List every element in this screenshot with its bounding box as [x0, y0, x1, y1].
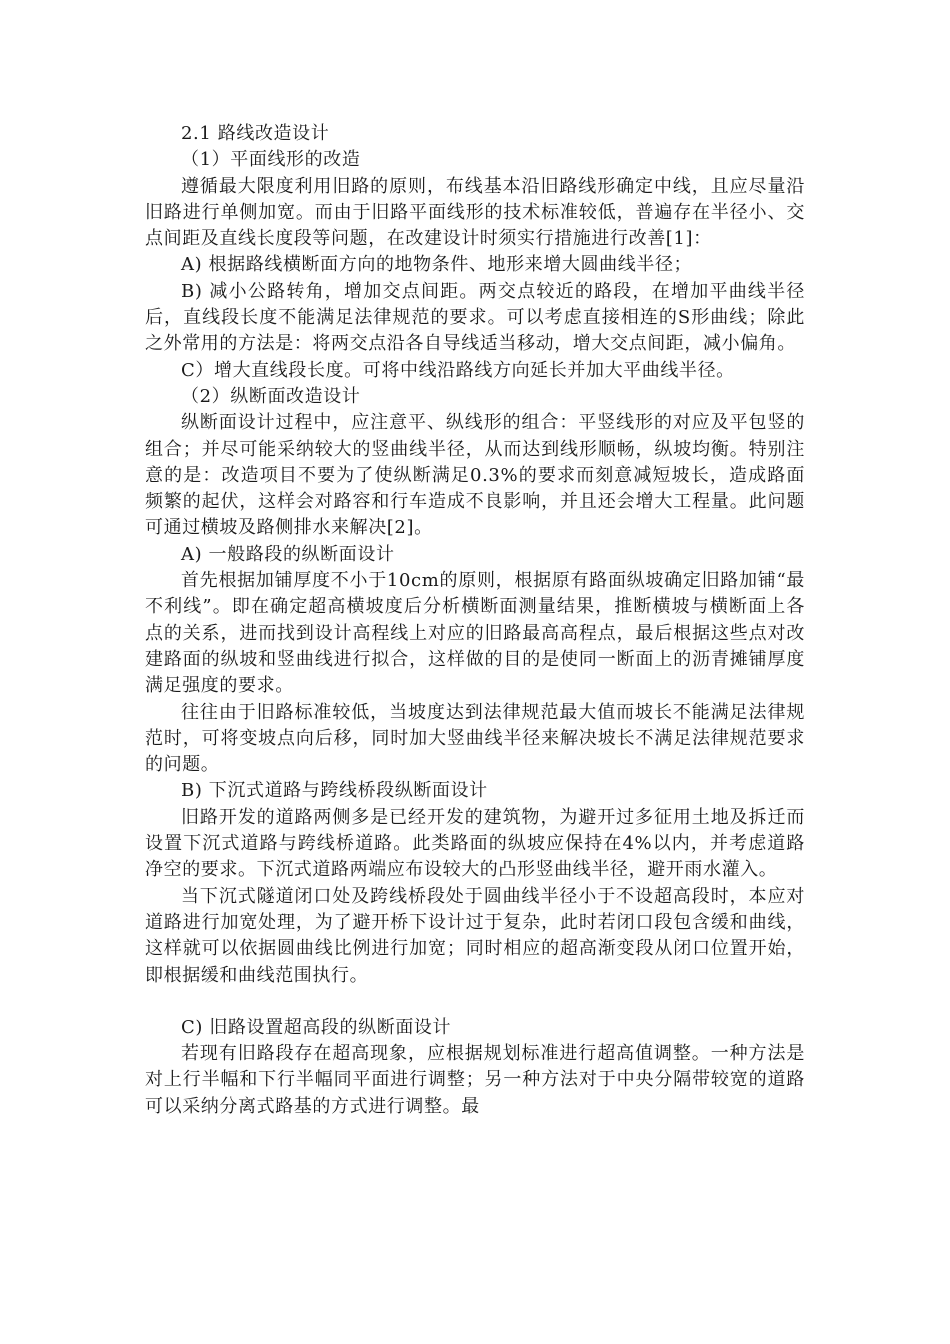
section-heading-2-1: 2.1 路线改造设计 [181, 123, 330, 144]
list-item-b: B) 减小公路转角，增加交点间距。两交点较近的路段，在增加平曲线半径后，直线段长度不能满足法律规范的要求。可以考虑直接相连的S形曲线；除此之外常用的方法是：将两交点沿各自导线适当移动，增大交点间距，减小偏角。 [145, 280, 805, 355]
paragraph: 旧路开发的道路两侧多是已经开发的建筑物，为避开过多征用土地及拆迁而设置下沉式道路与跨线桥道路。此类路面的纵坡应保持在4%以内，并考虑道路净空的要求。下沉式道路两端应布设较大的凸形竖曲线半径，避开雨水灌入。 [145, 806, 805, 881]
subsection-heading-plane: （1）平面线形的改造 [181, 149, 361, 171]
paragraph: 当下沉式隧道闭口处及跨线桥段处于圆曲线半径小于不设超高段时，本应对道路进行加宽处理，为了避开桥下设计过于复杂，此时若闭口段包含缓和曲线，这样就可以依据圆曲线比例进行加宽；同时相应的超高渐变段从闭口位置开始，即根据缓和曲线范围执行。 [145, 885, 805, 986]
item-heading-c: C) 旧路设置超高段的纵断面设计 [181, 1016, 452, 1038]
paragraph: 纵断面设计过程中，应注意平、纵线形的组合：平竖线形的对应及平包竖的组合；并尽可能采纳较大的竖曲线半径，从而达到线形顺畅，纵坡均衡。特别注意的是：改造项目不要为了使纵断满足0.3%的要求而刻意减短坡长，造成路面频繁的起伏，这样会对路容和行车造成不良影响，并且还会增大工程量。此问题可通过横坡及路侧排水来解决[2]。 [145, 412, 805, 539]
item-heading-a: A) 一般路段的纵断面设计 [181, 543, 395, 565]
paragraph: 若现有旧路段存在超高现象，应根据规划标准进行超高值调整。一种方法是对上行半幅和下行半幅同平面进行调整；另一种方法对于中央分隔带较宽的道路可以采纳分离式路基的方式进行调整。最 [145, 1043, 805, 1117]
paragraph: 往往由于旧路标准较低，当坡度达到法律规范最大值而坡长不能满足法律规范时，可将变坡点向后移，同时加大竖曲线半径来解决坡长不满足法律规范要求的问题。 [145, 701, 805, 776]
blank-line [145, 989, 805, 1015]
subsection-heading-profile: （2）纵断面改造设计 [181, 385, 361, 407]
paragraph: 首先根据加铺厚度不小于10cm的原则，根据原有路面纵坡确定旧路加铺“最不利线”。即在确定超高横坡度后分析横断面测量结果，推断横坡与横断面上各点的关系，进而找到设计高程线上对应的旧路最高高程点，最后根据这些点对改建路面的纵坡和竖曲线进行拟合，这样做的目的是使同一断面上的沥青摊铺厚度满足强度的要求。 [145, 570, 805, 697]
list-item-c: C）增大直线段长度。可将中线沿路线方向延长并加大平曲线半径。 [181, 359, 735, 381]
list-item-a: A) 根据路线横断面方向的地物条件、地形来增大圆曲线半径； [181, 254, 693, 276]
paragraph: 遵循最大限度利用旧路的原则，布线基本沿旧路线形确定中线，且应尽量沿旧路进行单侧加宽。而由于旧路平面线形的技术标准较低，普遍存在半径小、交点间距及直线长度段等问题，在改建设计时须实行措施进行改善[1]： [145, 175, 805, 250]
item-heading-b: B) 下沉式道路与跨线桥段纵断面设计 [181, 780, 488, 802]
document-body [145, 121, 805, 1120]
